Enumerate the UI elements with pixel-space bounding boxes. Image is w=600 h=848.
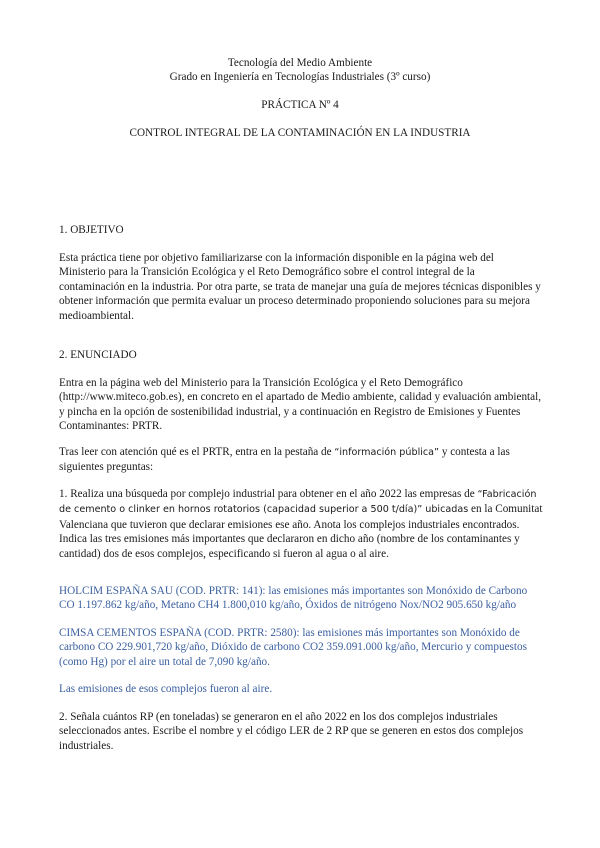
answer-holcim: HOLCIM ESPAÑA SAU (COD. PRTR: 141): las emisiones más importantes son Monóxido de Carbono CO 1.197.862 kg/año, Metano CH4 1.800,010 kg/año, Óxidos de nitrógeno Nox/NO2 905.650 kg/año <box>59 585 528 612</box>
objetivo-paragraph: Esta práctica tiene por objetivo familiarizarse con la información disponible en la página web del Ministerio para la Transición Ecológica y el Reto Demográfico sobre el control integral de la contaminación en la industria. Por otra parte, se trata de manejar una guía de mejores técnicas disponibles y obtener información que permita evaluar un proceso determinado proponiendo soluciones para su mejora medioambiental. <box>59 252 541 322</box>
question-1-quoted: “Fabricación de cemento o clinker en hornos rotatorios (capacidad superior a 500 t/día)” ubicadas <box>59 489 537 516</box>
section-heading-enunciado: 2. ENUNCIADO <box>59 349 137 361</box>
section-heading-objetivo: 1. OBJETIVO <box>59 224 124 236</box>
practice-number: PRÁCTICA Nº 4 <box>261 99 339 111</box>
instruction-paragraph <box>59 445 543 475</box>
question-1-suffix: en la Comunitat Valenciana que tuvieron que declarar emisiones ese año. Anota los complejos industriales encontrados. Indica las tres emisiones más importantes que declararon en dicho año (nombre de los contaminantes y cantidad) dos de esos complejos, especificando si fueron al agua o al aire. <box>59 503 543 560</box>
instruction-quote: “información pública” <box>334 447 440 458</box>
question-2: 2. Señala cuántos RP (en toneladas) se generaron en el año 2022 en los dos complejos industriales seleccionados antes. Escribe el nombre y el código LER de 2 RP que se generen en estos dos complejos industriales. <box>59 711 524 752</box>
enunciado-intro-paragraph: Entra en la página web del Ministerio para la Transición Ecológica y el Reto Demográfico (http://www.miteco.gob.es), en concreto en el apartado de Medio ambiente, calidad y evaluación ambiental, y pincha en la opción de sostenibilidad industrial, y a continuación en Registro de Emisiones y Fuentes Contaminantes: PRTR. <box>59 377 542 433</box>
instruction-prefix: Tras leer con atención qué es el PRTR, entra en la pestaña de <box>59 446 335 458</box>
document-title: CONTROL INTEGRAL DE LA CONTAMINACIÓN EN LA INDUSTRIA <box>129 127 471 139</box>
instruction-suffix: y contesta a las siguientes preguntas: <box>59 446 510 474</box>
question-1 <box>59 487 543 561</box>
answer-emissions-air: Las emisiones de esos complejos fueron al aire. <box>59 683 273 695</box>
subject-title: Tecnología del Medio Ambiente <box>227 57 373 69</box>
question-1-prefix: 1. Realiza una búsqueda por complejo industrial para obtener en el año 2022 las empresas de <box>59 488 478 500</box>
answer-cimsa: CIMSA CEMENTOS ESPAÑA (COD. PRTR: 2580): las emisiones más importantes son Monóxido de carbono CO 229.901,720 kg/año, Dióxido de carbono CO2 359.091.000 kg/año, Mercurio y compuestos (como Hg) por el aire un total de 7,090 kg/año. <box>59 627 527 668</box>
degree-title: Grado en Ingeniería en Tecnologías Industriales (3º curso) <box>169 71 431 83</box>
